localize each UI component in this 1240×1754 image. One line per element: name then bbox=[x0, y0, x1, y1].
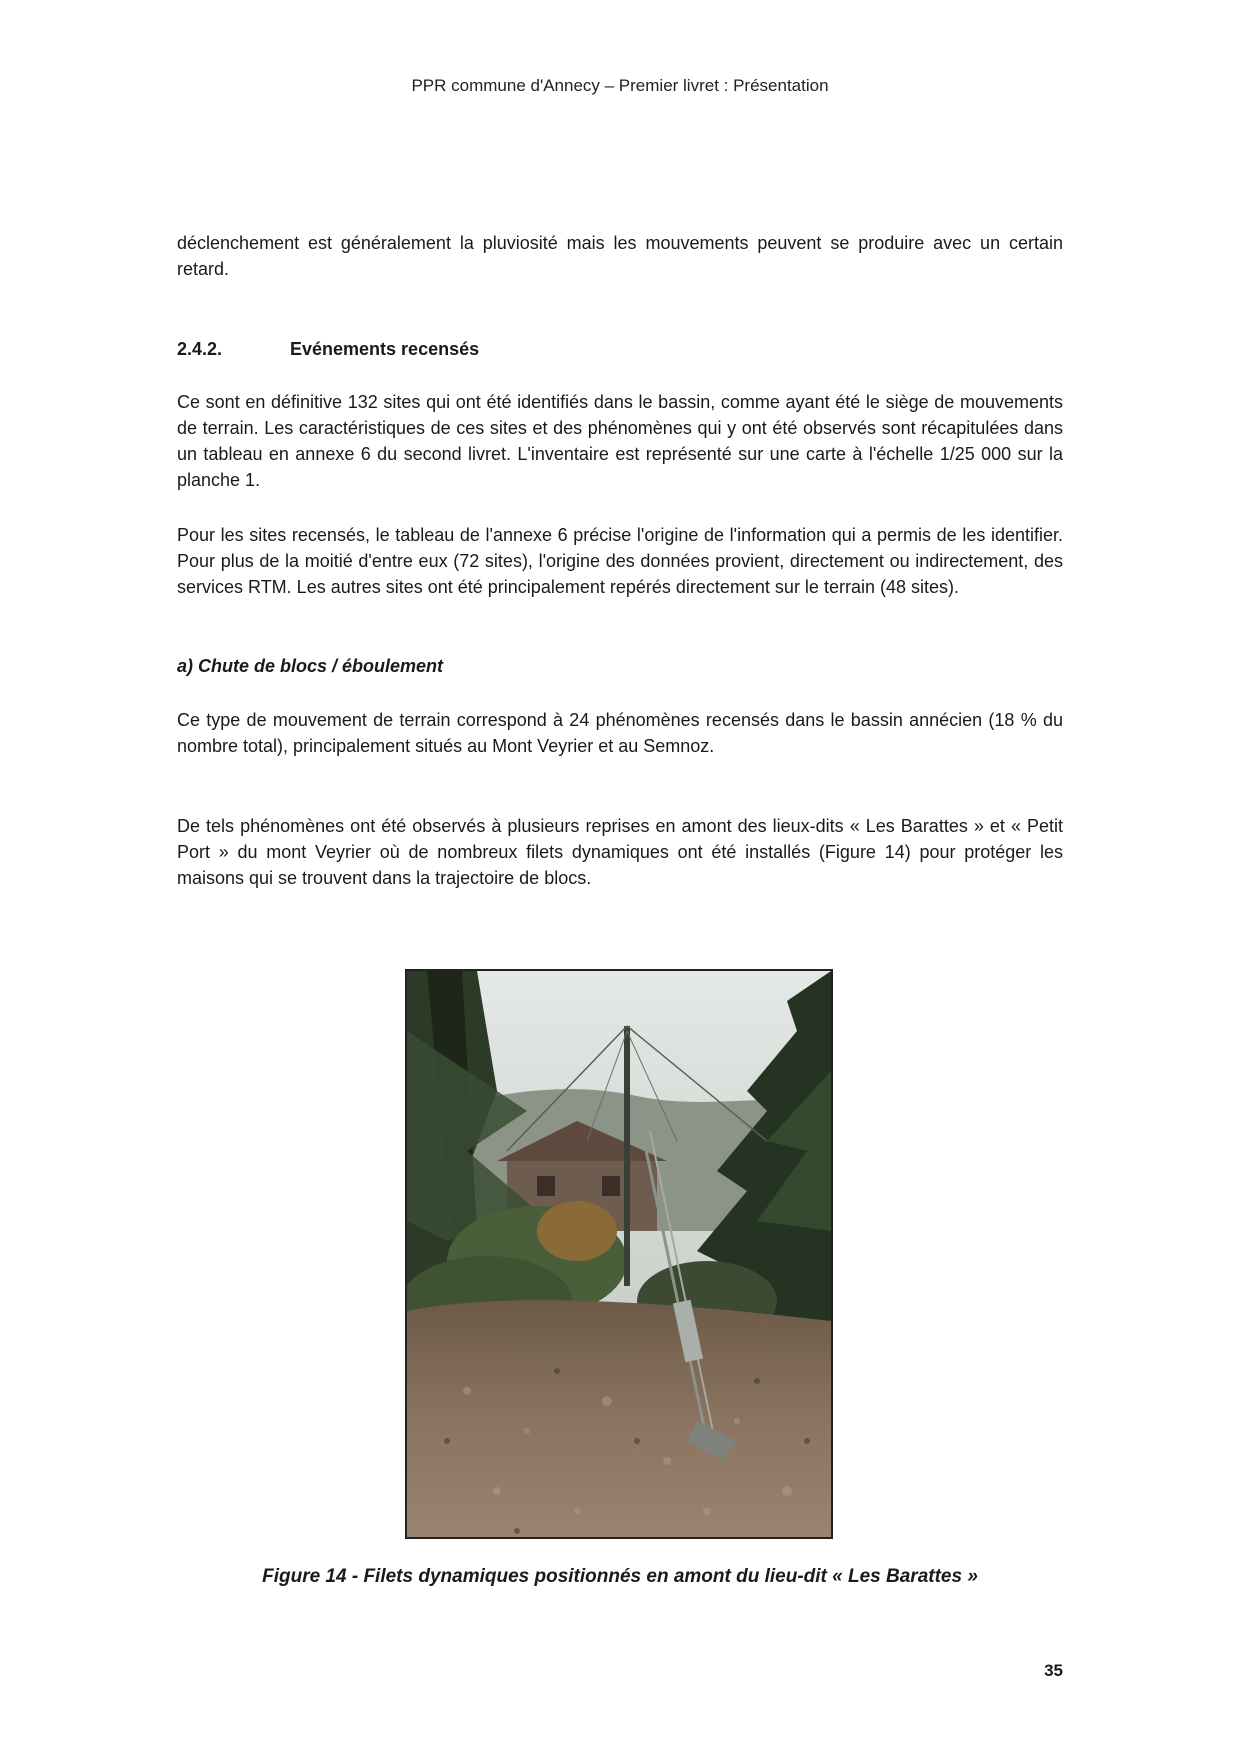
section-number: 2.4.2. bbox=[177, 339, 223, 359]
section-title: Evénements recensés bbox=[290, 339, 480, 359]
subsection-heading: a) Chute de blocs / éboulement bbox=[177, 656, 444, 676]
figure-caption: Figure 14 - Filets dynamiques positionnés en amont du lieu-dit « Les Barattes » bbox=[262, 1566, 978, 1587]
page-header: PPR commune d'Annecy – Premier livret : Présentation bbox=[411, 76, 829, 95]
forest-photo-illustration bbox=[407, 971, 831, 1537]
figure-photo bbox=[405, 969, 833, 1539]
paragraph-rockfall-count: Ce type de mouvement de terrain correspond à 24 phénomènes recensés dans le bassin annécien (18 % du nombre total), principalement situés au Mont Veyrier et au Semnoz. bbox=[177, 710, 1063, 756]
paragraph-information-origin: Pour les sites recensés, le tableau de l'annexe 6 précise l'origine de l'information qui a permis de les identifier. Pour plus de la moitié d'entre eux (72 sites), l'origine des données provient, directement ou indirectement, des services RTM. Les autres sites ont été principalement repérés directement sur le terrain (48 sites). bbox=[177, 525, 1063, 597]
page-number: 35 bbox=[1044, 1661, 1063, 1680]
paragraph-rockfall-locations: De tels phénomènes ont été observés à plusieurs reprises en amont des lieux-dits « Les Barattes » et « Petit Port » du mont Veyrier où de nombreux filets dynamiques ont été installés (Figure 14) pour protéger les maisons qui se trouvent dans la trajectoire de blocs. bbox=[177, 816, 1063, 888]
section-heading bbox=[177, 339, 479, 360]
paragraph-sites-identified: Ce sont en définitive 132 sites qui ont été identifiés dans le bassin, comme ayant été le siège de mouvements de terrain. Les caractéristiques de ces sites et des phénomènes qui y ont été observés sont récapitulées dans un tableau en annexe 6 du second livret. L'inventaire est représenté sur une carte à l'échelle 1/25 000 sur la planche 1. bbox=[177, 392, 1063, 490]
intro-continuation-paragraph: déclenchement est généralement la pluviosité mais les mouvements peuvent se produire avec un certain retard. bbox=[177, 233, 1063, 279]
